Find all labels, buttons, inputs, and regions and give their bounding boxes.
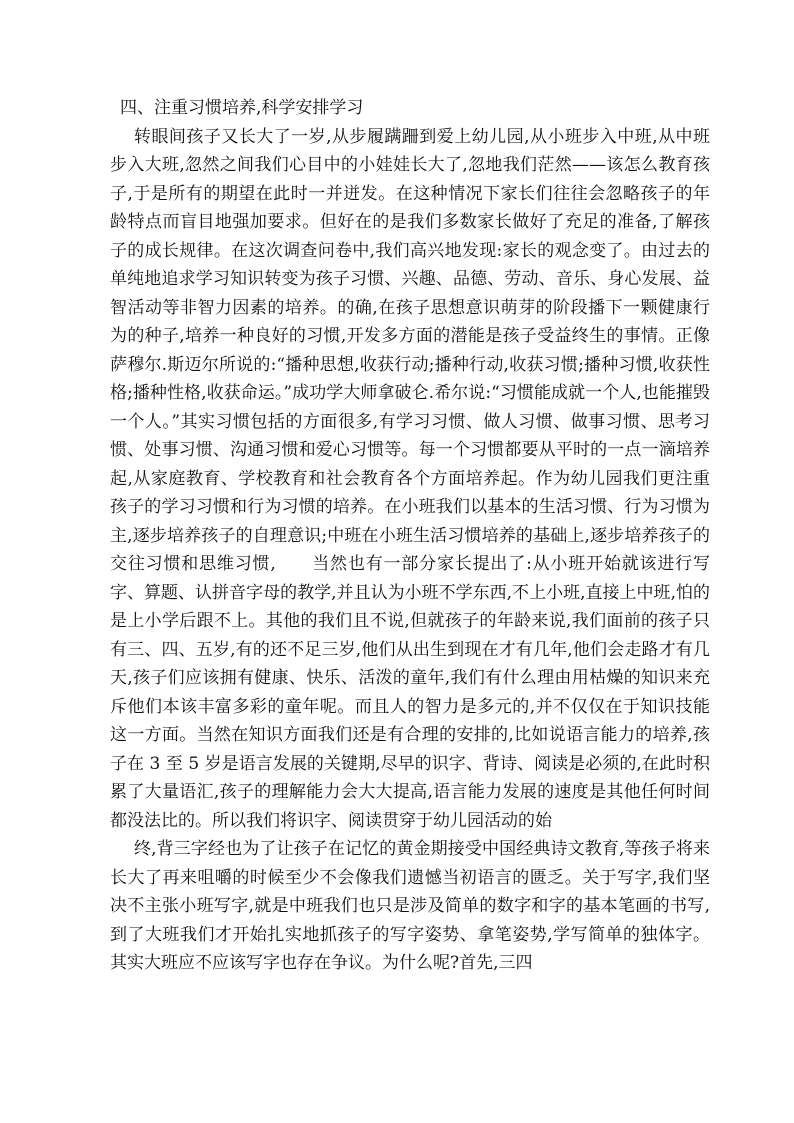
body-paragraph-1: 转眼间孩子又长大了一岁,从步履蹒跚到爱上幼儿园,从小班步入中班,从中班步入大班,忽然之间我们心目中的小娃娃长大了,忽地我们茫然——该怎么教育孩子,于是所有的期望在此时一并迸发。在这种情况下家长们往往会忽略孩子的年龄特点而盲目地强加要求。但好在的是我们多数家长做好了充足的准备,了解孩子的成长规律。在这次调查问卷中,我们高兴地发现:家长的观念变了。由过去的单纯地追求学习知识转变为孩子习惯、兴趣、品德、劳动、音乐、身心发展、益智活动等非智力因素的培养。的确,在孩子思想意识萌芽的阶段播下一颗健康行为的种子,培养一种良好的习惯,开发多方面的潜能是孩子受益终生的事情。正像萨穆尔.斯迈尔所说的:“播种思想,收获行动;播种行动,收获习惯;播种习惯,收获性格;播种性格,收获命运。”成功学大师拿破仑.希尔说:“习惯能成就一个人,也能摧毁一个人。”其实习惯包括的方面很多,有学习习惯、做人习惯、做事习惯、思考习惯、处事习惯、沟通习惯和爱心习惯等。每一个习惯都要从平时的一点一滴培养起,从家庭教育、学校教育和社会教育各个方面培养起。作为幼儿园我们更注重孩子的学习习惯和行为习惯的培养。在小班我们以基本的生活习惯、行为习惯为主,逐步培养孩子的自理意识;中班在小班生活习惯培养的基础上,逐步培养孩子的交往习惯和思维习惯, 当然也有一部分家长提出了:从小班开始就该进行写字、算题、认拼音字母的教学,并且认为小班不学东西,不上小班,直接上中班,怕的是上小学后跟不上。其他的我们且不说,但就孩子的年龄来说,我们面前的孩子只有三、四、五岁,有的还不足三岁,他们从出生到现在才有几年,他们会走路才有几天,孩子们应该拥有健康、快乐、活泼的童年,我们有什么理由用枯燥的知识来充斥他们本该丰富多彩的童年呢。而且人的智力是多元的,并不仅仅在于知识技能这一方面。当然在知识方面我们还是有合理的安排的,比如说语言能力的培养,孩子在 3 至 5 岁是语言发展的关键期,尽早的识字、背诗、阅读是必须的,在此时积累了大量语汇,孩子的理解能力会大大提高,语言能力发展的速度是其他任何时间都没法比的。所以我们将识字、阅读贯穿于幼儿园活动的始 [110,126,710,831]
section-heading: 四、注重习惯培养,科学安排学习 [120,98,364,118]
document-page [110,94,710,978]
body-paragraph-2: 终,背三字经也为了让孩子在记忆的黄金期接受中国经典诗文教育,等孩子将来长大了再来咀嚼的时候至少不会像我们遗憾当初语言的匮乏。关于写字,我们坚决不主张小班写字,就是中班我们也只是涉及简单的数字和字的基本笔画的书写,到了大班我们才开始扎实地抓孩子的写字姿势、拿笔姿势,学写简单的独体字。其实大班应不应该写字也存在争议。为什么呢?首先,三四 [110,839,710,973]
